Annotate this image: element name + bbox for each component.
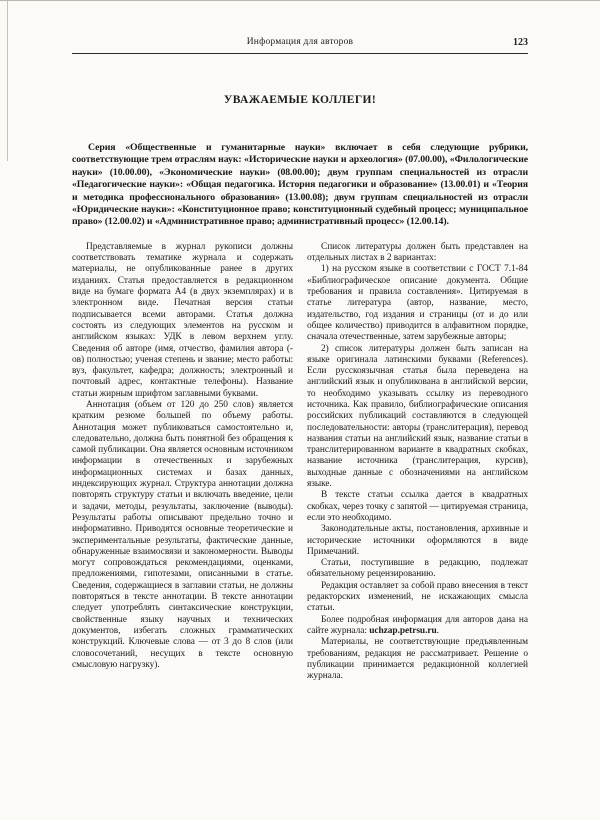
two-column-body [72, 242, 528, 683]
right-column [307, 242, 528, 683]
journal-site-url: uchzap.petrsu.ru [369, 625, 437, 636]
document-title: УВАЖАЕМЫЕ КОЛЛЕГИ! [223, 94, 377, 106]
header-rule [72, 53, 528, 54]
left-column [72, 242, 293, 683]
running-title: Информация для авторов [246, 37, 354, 47]
paragraph: 2) список литературы должен быть записан на языке оригинала латинскими буквами (References). Если русскоязычная статья была переведена на английский язык и опубликована в английской версии, то необходимо указывать ссылку из переводного источника. Как правило, библиографические описания российских публикаций составляются в следующей последовательности: авторы (транслитерация), перевод названия статьи на английский язык, название статьи в транслитерированном варианте в квадратных скобках, название источника (транслитерация, курсив), выходные данные с обозначениями на английском языке. [307, 343, 528, 490]
paragraph: В тексте статьи ссылка дается в квадратных скобках, через точку с запятой — цитируемая страница, если это необходимо. [307, 490, 528, 523]
paragraph: Аннотация (объем от 120 до 250 слов) является кратким резюме большей по объему работы. Аннотация может публиковаться самостоятельно и, следовательно, должна быть понятной без обращения к самой публикации. Она является основным источником информации в отечественных и зарубежных информационных системах и базах данных, индексирующих журнал. Структура аннотации должна повторять структуру статьи и включать введение, цели и задачи, методы, результаты, заключение (выводы). Результаты работы описывают предельно точно и информативно. Приводятся основные теоретические и экспериментальные результаты, фактические данные, обнаруженные взаимосвязи и закономерности. Выводы могут сопровождаться рекомендациями, оценками, предложениями, гипотезами, описанными в статье. Сведения, содержащиеся в заглавии статьи, не должны повторяться в тексте аннотации. В тексте аннотации следует употреблять синтаксические конструкции, свойственные языку научных и технических документов, избегать сложных грамматических конструкций. Ключевые слова — от 3 до 8 слов (или словосочетаний, несущих в тексте основную смысловую нагрузку). [72, 400, 293, 670]
intro-paragraph: Серия «Общественные и гуманитарные науки» включает в себя следующие рубрики, соответствующие трем отраслям наук: «Исторические науки и археология» (07.00.00), «Филологические науки» (10.00.00), «Экономические науки» (08.00.00); двум группам специальностей из отрасли «Педагогические науки»: «Общая педагогика. История педагогики и образование» (13.00.01) и «Теория и методика профессионального образования» (13.00.08); двум группам специальностей из отрасли «Юридические науки»: «Конституционное право; конституционный судебный процесс; муниципальное право» (12.00.02) и «Административное право; административный процесс» (12.00.14). [72, 142, 528, 228]
paragraph: Статьи, поступившие в редакцию, подлежат обязательному рецензированию. [307, 558, 528, 580]
paragraph: Список литературы должен быть представлен на отдельных листах в 2 вариантах: [307, 241, 528, 264]
site-note-period: . [436, 625, 439, 636]
site-note-paragraph [307, 615, 528, 638]
paragraph: 1) на русском языке в соответствии с ГОСТ 7.1-84 «Библиографическое описание документа. Общие требования и правила составления». Цитируемая в статье литература (автор, название, место, издательство, год издания и страницы (от и до или общее количество) приводится в алфавитном порядке, сначала отечественные, затем зарубежные авторы; [307, 264, 528, 343]
page-header [72, 37, 528, 50]
site-note-text: Более подробная информация для авторов дана на сайте журнала: [307, 614, 528, 636]
page-number: 123 [513, 37, 528, 48]
paragraph: Представляемые в журнал рукописи должны соответствовать тематике журнала и содержать материалы, не опубликованные ранее в других изданиях. Статья предоставляется в редакционном виде на бумаге формата А4 (в двух экземплярах) и в электронном виде. Печатная версия статьи подписывается всеми авторами. Статья должна состоять из следующих элементов на русском и английском языках: УДК в левом верхнем углу. Сведения об авторе (имя, отчество, фамилия автора (-ов) полностью; ученая степень и звание; место работы: вуз, факультет, кафедра; должность; электронный и почтовый адрес, контактные телефоны). Название статьи жирным шрифтом заглавными буквами. [72, 241, 293, 399]
paragraph: Законодательные акты, постановления, архивные и исторические источники оформляются в виде Примечаний. [307, 524, 528, 557]
closing-paragraph: Материалы, не соответствующие предъявленным требованиям, редакция не рассматривает. Решение о публикации принимается редакционной коллегией журнала. [307, 637, 528, 682]
paragraph: Редакция оставляет за собой право внесения в текст редакторских изменений, не искажающих смысла статьи. [307, 580, 528, 614]
